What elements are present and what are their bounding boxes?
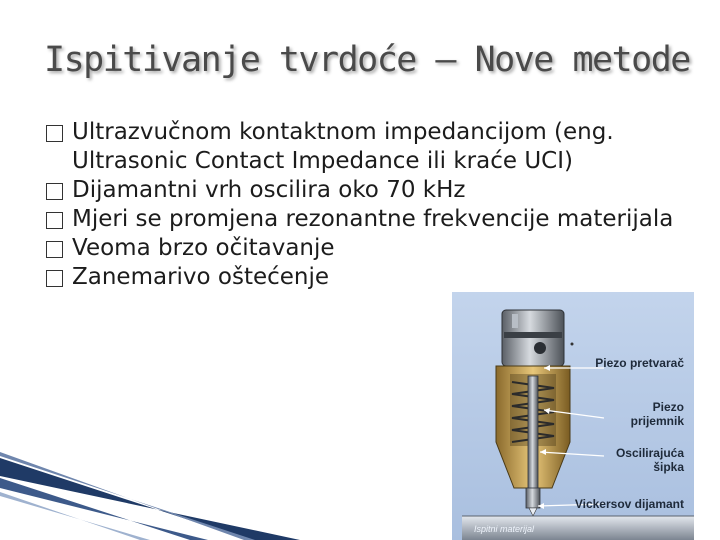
label-oscillating-rod: Oscilirajuća šipka: [615, 446, 684, 474]
bullet-text: Ultrazvučnom kontaktnom impedancijom (eng. Ultrasonic Contact Impedance ili kraće UCI): [72, 119, 614, 174]
checkbox-bullet-icon: [46, 125, 63, 142]
bullet-text: Mjeri se promjena rezonantne frekvencije materijala: [72, 206, 674, 232]
checkbox-bullet-icon: [46, 212, 63, 229]
label-test-material: Ispitni materijal: [474, 524, 535, 534]
checkbox-bullet-icon: [46, 183, 63, 200]
label-piezo-receiver: Piezo prijemnik: [630, 400, 684, 428]
bullet-item: [42, 234, 682, 263]
uci-probe-diagram: [452, 292, 694, 540]
bullet-item: [42, 263, 682, 292]
bullet-text: Dijamantni vrh oscilira oko 70 kHz: [72, 177, 466, 203]
bullet-list: [42, 118, 682, 292]
label-piezo-transducer: Piezo pretvarač: [595, 356, 684, 370]
bullet-text: Veoma brzo očitavanje: [72, 235, 335, 261]
bullet-text: Zanemarivo oštećenje: [72, 264, 330, 290]
decorative-stripe: [0, 440, 300, 540]
checkbox-bullet-icon: [46, 270, 63, 287]
checkbox-bullet-icon: [46, 241, 63, 258]
bullet-item: [42, 205, 682, 234]
label-vickers-diamond: Vickersov dijamant: [574, 497, 684, 511]
slide-title: Ispitivanje tvrdoće – Nove metode: [44, 40, 690, 80]
bullet-item: [42, 176, 682, 205]
bullet-item: [42, 118, 682, 176]
